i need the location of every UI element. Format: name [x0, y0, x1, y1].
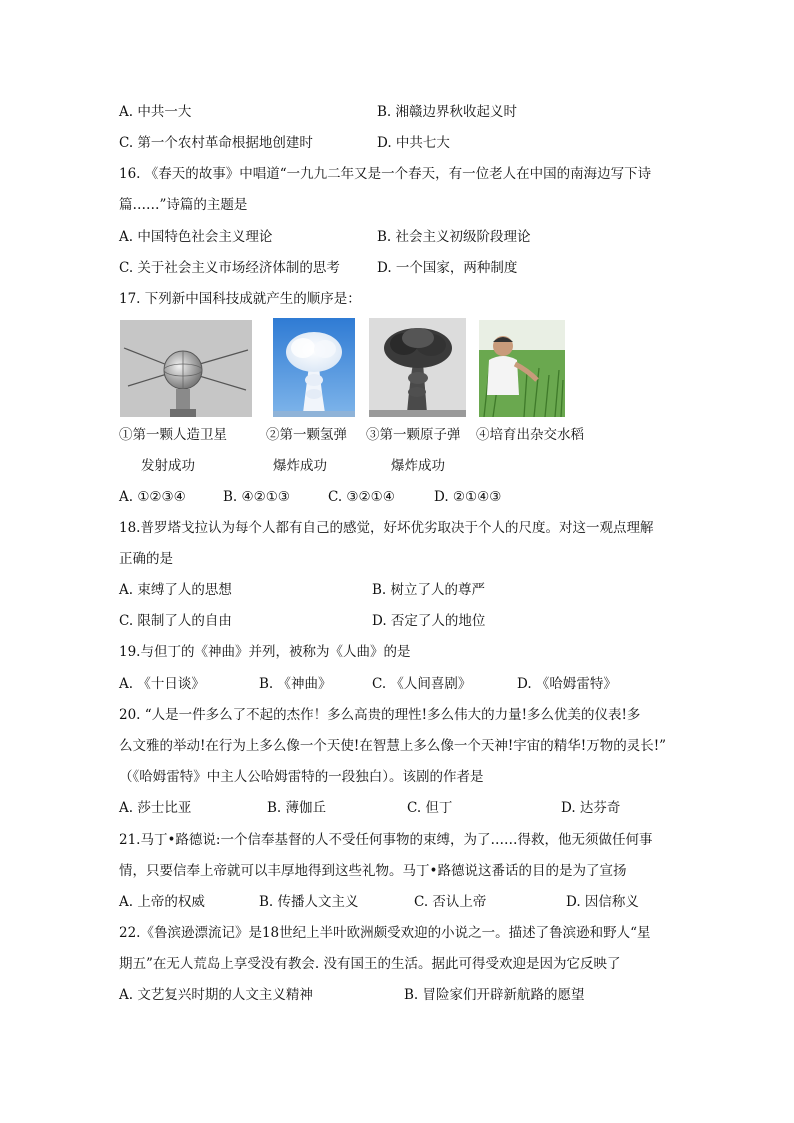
- q18-option-d: D. 否定了人的地位: [372, 613, 486, 629]
- q17-caption-4: ④培育出杂交水稻: [476, 427, 584, 443]
- q17-option-d: D. ②①④③: [434, 489, 502, 505]
- q18-stem-line1: 18.普罗塔戈拉认为每个人都有自己的感觉，好坏优劣取决于个人的尺度。对这一观点理解: [119, 520, 654, 536]
- q19-option-a: A. 《十日谈》: [119, 676, 205, 692]
- q17-caption-1: ①第一颗人造卫星: [119, 427, 227, 443]
- q21-stem-line1: 21.马丁•路德说:一个信奉基督的人不受任何事物的束缚，为了……得救，他无须做任何事: [119, 832, 653, 848]
- q22-option-a: A. 文艺复兴时期的人文主义精神: [119, 987, 313, 1003]
- q19-option-c: C. 《人间喜剧》: [372, 676, 472, 692]
- q15-option-c: C. 第一个农村革命根据地创建时: [119, 135, 313, 151]
- q16-option-d: D. 一个国家，两种制度: [377, 260, 518, 276]
- q15-option-a: A. 中共一大: [119, 104, 192, 120]
- q17-option-b: B. ④②①③: [223, 489, 290, 505]
- q16-stem-line1: 16. 《春天的故事》中唱道“一九九二年又是一个春天，有一位老人在中国的南海边写下诗: [119, 166, 652, 182]
- q15-option-b: B. 湘赣边界秋收起义时: [377, 104, 518, 120]
- q21-option-a: A. 上帝的权威: [119, 894, 205, 910]
- q17-option-c: C. ③②①④: [328, 489, 395, 505]
- q21-option-d: D. 因信称义: [566, 894, 639, 910]
- q16-stem-line2: 篇……”诗篇的主题是: [119, 197, 248, 213]
- q18-option-c: C. 限制了人的自由: [119, 613, 232, 629]
- q17-caption-3: ③第一颗原子弹: [366, 427, 461, 443]
- satellite-photo: [120, 320, 252, 417]
- q20-stem-line2: 么文雅的举动!在行为上多么像一个天使!在智慧上多么像一个天神!宇宙的精华!万物的灵长!”: [119, 738, 667, 754]
- q16-option-c: C. 关于社会主义市场经济体制的思考: [119, 260, 340, 276]
- q18-option-b: B. 树立了人的尊严: [372, 582, 486, 598]
- q17-stem: 17. 下列新中国科技成就产生的顺序是：: [119, 291, 361, 307]
- q22-stem-line2: 期五”在无人荒岛上享受没有教会. 没有国王的生活。据此可得受欢迎是因为它反映了: [119, 956, 621, 972]
- q19-option-b: B. 《神曲》: [259, 676, 332, 692]
- q18-stem-line2: 正确的是: [119, 551, 173, 567]
- q17-subcaption-1: 发射成功: [141, 458, 195, 474]
- q17-option-a: A. ①②③④: [119, 489, 186, 505]
- q21-option-c: C. 否认上帝: [414, 894, 487, 910]
- q22-stem-line1: 22.《鲁滨逊漂流记》是18世纪上半叶欧洲颇受欢迎的小说之一。描述了鲁滨逊和野人“星: [119, 925, 651, 941]
- q21-option-b: B. 传播人文主义: [259, 894, 359, 910]
- q16-option-a: A. 中国特色社会主义理论: [119, 229, 273, 245]
- q20-stem-line3: （《哈姆雷特》中主人公哈姆雷特的一段独白）。该剧的作者是: [119, 769, 484, 785]
- q17-caption-2: ②第一颗氢弹: [266, 427, 347, 443]
- q17-subcaption-2: 爆炸成功: [273, 458, 327, 474]
- atomic-bomb-photo: [369, 318, 466, 417]
- q19-stem: 19.与但丁的《神曲》并列，被称为《人曲》的是: [119, 644, 411, 660]
- q19-option-d: D. 《哈姆雷特》: [517, 676, 617, 692]
- q15-option-d: D. 中共七大: [377, 135, 450, 151]
- q17-subcaption-3: 爆炸成功: [391, 458, 445, 474]
- q18-option-a: A. 束缚了人的思想: [119, 582, 232, 598]
- q16-option-b: B. 社会主义初级阶段理论: [377, 229, 531, 245]
- q20-option-a: A. 莎士比亚: [119, 800, 192, 816]
- q21-stem-line2: 情，只要信奉上帝就可以丰厚地得到这些礼物。马丁•路德说这番话的目的是为了宣扬: [119, 863, 627, 879]
- q20-option-c: C. 但丁: [407, 800, 453, 816]
- q20-option-d: D. 达芬奇: [561, 800, 621, 816]
- q22-option-b: B. 冒险家们开辟新航路的愿望: [404, 987, 585, 1003]
- rice-field-photo: [479, 320, 565, 417]
- q20-stem-line1: 20. “人是一件多么了不起的杰作！多么高贵的理性!多么伟大的力量!多么优美的仪表!多: [119, 707, 641, 723]
- hydrogen-bomb-photo: [273, 318, 355, 417]
- q20-option-b: B. 薄伽丘: [267, 800, 327, 816]
